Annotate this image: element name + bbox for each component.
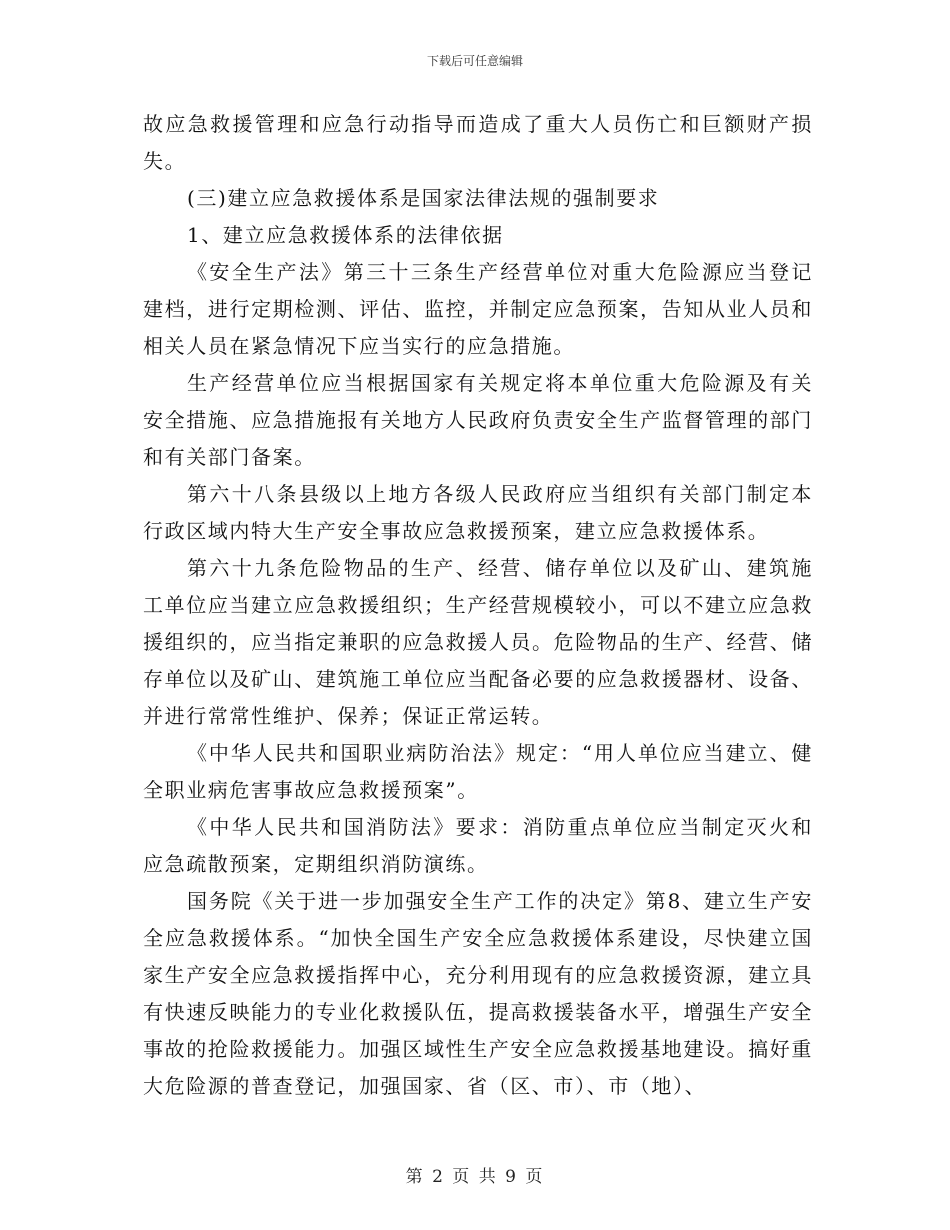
subsection-heading: 1、建立应急救援体系的法律依据 — [187, 223, 504, 247]
page-number: 第 2 页 共 9 页 — [405, 1167, 545, 1187]
paragraph-art68: 第六十八条县级以上地方各级人民政府应当组织有关部门制定本行政区域内特大生产安全事故应急救援预案，建立应急救援体系。 — [143, 482, 813, 543]
paragraph-1: 故应急救援管理和应急行动指导而造成了重大人员伤亡和巨额财产损失。 — [143, 112, 813, 173]
paragraph-art69: 第六十九条危险物品的生产、经营、储存单位以及矿山、建筑施工单位应当建立应急救援组织；生产经营规模较小，可以不建立应急救援组织的，应当指定兼职的应急救援人员。危险物品的生产、经营、储存单位以及矿山、建筑施工单位应当配备必要的应急救援器材、设备、并进行常常性维护、保养；保证正常运转。 — [143, 556, 813, 728]
section-heading: (三)建立应急救援体系是国家法律法规的强制要求 — [187, 186, 660, 210]
paragraph-filing: 生产经营单位应当根据国家有关规定将本单位重大危险源及有关安全措施、应急措施报有关地方人民政府负责安全生产监督管理的部门和有关部门备案。 — [143, 371, 813, 469]
paragraph-occupational-disease-law: 《中华人民共和国职业病防治法》规定：“用人单位应当建立、健全职业病危害事故应急救援预案”。 — [143, 741, 813, 802]
paragraph-fire-law: 《中华人民共和国消防法》要求：消防重点单位应当制定灭火和应急疏散预案，定期组织消防演练。 — [143, 815, 813, 876]
paragraph-state-council-decision: 国务院《关于进一步加强安全生产工作的决定》第8、建立生产安全应急救援体系。“加快全国生产安全应急救援体系建设，尽快建立国家生产安全应急救援指挥中心，充分利用现有的应急救援资源，建立具有快速反映能力的专业化救援队伍，提高救援装备水平，增强生产安全事故的抢险救援能力。加强区域性生产安全应急救援基地建设。搞好重大危险源的普查登记，加强国家、省（区、市）、市（地）、 — [143, 889, 813, 1098]
paragraph-safety-law-art33: 《安全生产法》第三十三条生产经营单位对重大危险源应当登记建档，进行定期检测、评估、监控，并制定应急预案，告知从业人员和相关人员在紧急情况下应当实行的应急措施。 — [143, 260, 813, 358]
document-body — [143, 106, 813, 1105]
page-header: 下载后可任意编辑 — [426, 54, 523, 68]
